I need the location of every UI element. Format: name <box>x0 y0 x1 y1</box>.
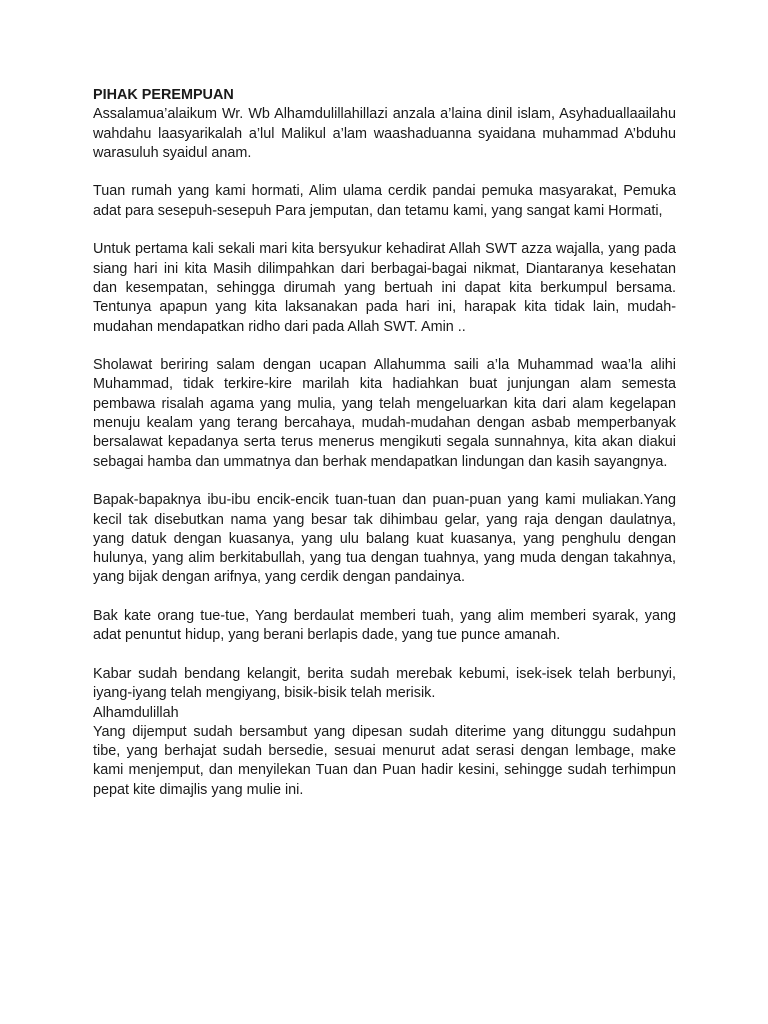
document-body <box>93 86 676 800</box>
paragraph-greeting: Assalamua’alaikum Wr. Wb Alhamdulillahillazi anzala a’laina dinil islam, Asyhaduallaailahu wahdahu laasyarikalah a’lul Malikul a’lam waashaduanna syaidana muhammad A’bduhu warasuluh syaidul anam. <box>93 106 676 161</box>
paragraph-news: Kabar sudah bendang kelangit, berita sudah merebak kebumi, isek-isek telah berbunyi, iyang-iyang telah mengiyang, bisik-bisik telah merisik. <box>93 665 676 702</box>
paragraph-honored-guests: Bapak-bapaknya ibu-ibu encik-encik tuan-tuan dan puan-puan yang kami muliakan.Yang kecil tak disebutkan nama yang besar tak dihimbau gelar, yang raja dengan daulatnya, yang datuk dengan kuasanya, yang ulu balang kuat kuasanya, yang penghulu dengan hulunya, yang alim berkitabullah, yang tua dengan tuahnya, yang muda dengan takahnya, yang bijak dengan arifnya, yang cerdik dengan pandainya. <box>93 492 676 586</box>
document-title: PIHAK PEREMPUAN <box>93 87 234 103</box>
paragraph-address: Tuan rumah yang kami hormati, Alim ulama cerdik pandai pemuka masyarakat, Pemuka adat para sesepuh-sesepuh Para jemputan, dan tetamu kami, yang sangat kami Hormati, <box>93 183 676 219</box>
paragraph-proverb: Bak kate orang tue-tue, Yang berdaulat memberi tuah, yang alim memberi syarak, yang adat penuntut hidup, yang berani berlapis dade, yang tue punce amanah. <box>93 608 676 644</box>
paragraph-alhamdulillah: Alhamdulillah <box>93 704 179 721</box>
paragraph-gratitude: Untuk pertama kali sekali mari kita bersyukur kehadirat Allah SWT azza wajalla, yang pada siang hari ini kita Masih dilimpahkan dari berbagai-bagai nikmat, Diantaranya kesehatan dan kesempatan, sehingga dirumah yang bertuah ini dapat kita berkumpul bersama. Tentunya apapun yang kita laksanakan pada hari ini, harapak kita tidak lain, mudah-mudahan mendapatkan ridho dari pada Allah SWT. Amin .. <box>93 241 676 335</box>
paragraph-sholawat: Sholawat beriring salam dengan ucapan Allahumma saili a’la Muhammad waa’la alihi Muhammad, tidak terkire-kire marilah kita hadiahkan buat junjungan alam semesta pembawa risalah agama yang mulia, yang telah mengeluarkan kita dari alam kegelapan menuju kealam yang terang bercahaya, mudah-mudahan dengan asbab memperbanyak bersalawat kepadanya serta terus menerus mengikuti segala sunnahnya, kita akan diakui sebagai hamba dan ummatnya dan berhak mendapatkan lindungan dan kasih sayangnya. <box>93 357 676 470</box>
paragraph-welcome: Yang dijemput sudah bersambut yang dipesan sudah diterime yang ditunggu sudahpun tibe, yang berhajat sudah bersedie, sesuai menurut adat serasi dengan lembage, make kami menjemput, dan menyilekan Tuan dan Puan hadir kesini, sehingge sudah terhimpun pepat kite dimajlis yang mulie ini. <box>93 723 676 798</box>
